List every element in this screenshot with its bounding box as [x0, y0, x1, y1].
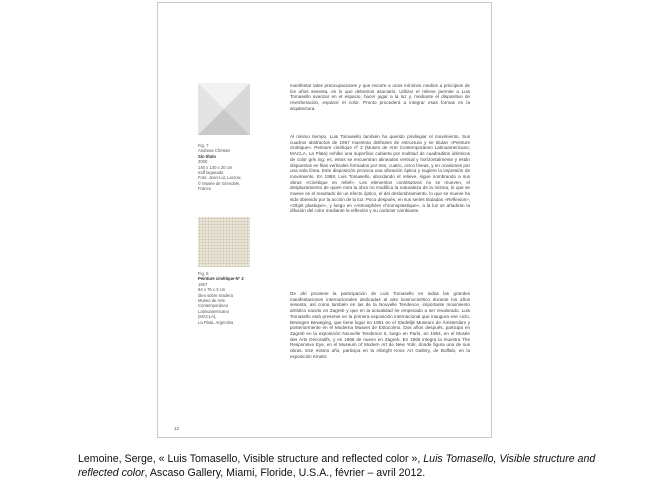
figure-detail: óleo sobre madera [198, 292, 233, 298]
figure-detail: © Musée de Grenoble, [198, 180, 241, 186]
body-paragraph: Al mismo tiempo, Luis Tomasello también ha querido privilegiar el movimiento. Sus cuadros abstractos de 1957 muestran disfrases de estructura y se titulan «Peinture cinétique». Peinture cinétique nº 2 (Museo de Arte Contemporáneo Latinoamericano, MACLA, La Plata) exhibe una superficie cubierta por multitud de cuadraditos idénticos de color gris ing; es, estos se encuentran alineados vertical y horizontalmente y están dispuestos en filas verticales formados por tres, cuatro, cinco líneas, y en ocasiones por una sola línea. Este disposición provoca una vibración óptica y sugiere la impresión de movimiento. En 1958, Luis Tomasello, abordando el relieve, sigue nombrando a sus obras «Cinétique en relief». Los elementos constitutivos no se mueven, el desplazamiento de quien mira la obra no modifica la naturaleza de la misma, lo que se mueve es el resultado de un efecto óptico, el del deslumbramiento, lo que se mueve ha sido obtenido por la acción de la luz. Poco después, en sus series tituladas «Reflexion», «Objet plastique», y luego en «Atmosphère chromoplastique», a la luz se añadirán la difusión del color mediante la reflexión y su carácter cambiante. [290, 134, 470, 214]
figure-author: Andreas Christen [198, 148, 231, 154]
figure-8-image [198, 217, 250, 267]
citation-text: , Ascaso Gallery, Miami, Floride, U.S.A., février – avril 2012. [144, 466, 426, 479]
figure-detail: Museo de Arte [198, 298, 226, 304]
figure-detail: mdf laqueado [198, 170, 224, 176]
figure-label: Fig. 7 [198, 143, 209, 148]
figure-8-caption [198, 271, 268, 325]
figure-detail: 140 x 140 x 20 cm [198, 164, 233, 170]
figure-detail: Foto: Jean-Luc Lacroix, [198, 175, 242, 181]
figure-title: Sin título [198, 153, 216, 159]
citation [78, 453, 598, 480]
figure-title: Peinture cinétique N° 2 [198, 276, 244, 282]
book-page [157, 2, 492, 438]
figure-detail: Contemporáneo [198, 303, 229, 309]
figure-detail: 64 x 76 x 3 cm [198, 287, 226, 293]
citation-text: Lemoine, Serge, « Luis Tomasello, Visible structure and reflected color », [78, 453, 424, 465]
figure-detail: 2000 [198, 159, 208, 165]
figure-detail: (MACLA), [198, 314, 217, 320]
citation-italic-title: Luis Tomasello, Visible structure and reflected color [78, 453, 596, 479]
figure-detail: 1957 [198, 281, 208, 287]
figure-7-image [198, 83, 250, 135]
body-paragraph: De ahí proviene la participación de Luis Tomasello en todas las grandes manifestaciones internacionales dedicadas al arte luminocinético durante los años sesenta, así como también en las de la Nouvelle Tendence, importante movimiento artístico nacido en Zagreb y que en la actualidad he empezado a ser revalorado. Luis Tomasello está presente en la primera exposición internacional que inaugura ese ciclo, Bewogen Beweging, que tiene lugar en 1961 en el Stedelijk Museum de Ámsterdam y posteriormente en el Moderna Museet de Estocolmo. Dos años después, participa en Zagreb en la exposición Nouvelle Tendence II, luego en París, en 1964, en el Musée des Arts Décoratifs, y en 1968 de nuevo en Zagreb. En 1965 integra la muestra The Responsive Eye, en el Museum of Modern Art de New York, donde figura una de sus obras. Ese mismo año, participa en la Albright Knox Art Gallery, de Buffalo, en la exposición Kinetic [290, 291, 470, 359]
body-paragraph: manifestar tales preocupaciones y que recurre a unos mínimos medios a principios de los años sesenta, es lo que debemos asociarlo. Utilizar el relieve permite a Luis Tomasello avanzar en el espacio, hacer jugar a la luz y, mediante el dispositivo de reverberación, esparcir el color. Pronto procederá a integrar esas formas en la arquitectura. [290, 83, 470, 111]
figure-detail: La Plata, Argentina [198, 319, 234, 325]
figure-detail: Latinoamericano [198, 308, 229, 314]
page-number: 12 [174, 426, 180, 431]
figure-7-caption [198, 143, 268, 192]
figure-detail: France [198, 186, 212, 192]
figure-label: Fig. 8 [198, 271, 209, 276]
